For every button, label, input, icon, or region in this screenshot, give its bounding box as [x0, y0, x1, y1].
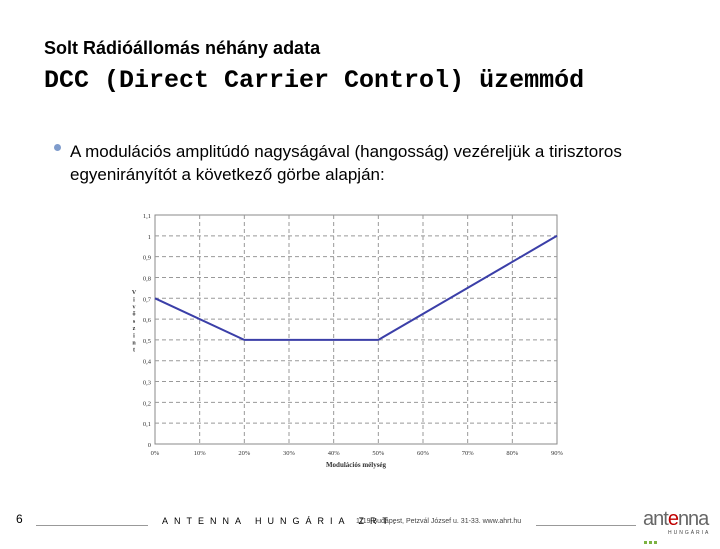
y-tick-label: 0,2: [142, 400, 151, 408]
y-tick-label: 0,4: [142, 358, 151, 366]
logo-subtext: HUNGÁRIA: [668, 530, 711, 536]
y-axis-label-char: s: [132, 318, 136, 325]
logo-text-accent: e: [667, 508, 678, 530]
x-tick-label: 40%: [327, 450, 340, 457]
bullet-dot-icon: [54, 144, 61, 151]
y-tick-label: 0,1: [142, 421, 151, 429]
plot-frame: [155, 215, 557, 444]
y-axis-label-char: n: [132, 340, 136, 347]
x-tick-label: 90%: [551, 450, 563, 457]
y-tick-label: 0,7: [142, 296, 151, 304]
x-tick-label: 80%: [506, 450, 519, 457]
x-tick-label: 50%: [372, 450, 385, 457]
y-tick-label: 0,8: [142, 275, 151, 283]
bullet-text: A modulációs amplitúdó nagyságával (hangosság) vezéreljük a tirisztoros egyenirányítót a következő görbe alapján:: [70, 142, 622, 184]
x-tick-label: 10%: [193, 450, 206, 457]
logo-text-prefix: ant: [643, 508, 668, 530]
y-axis-label-char: i: [133, 297, 135, 304]
x-tick-label: 70%: [461, 450, 474, 457]
y-axis-label-char: ő: [132, 311, 136, 318]
page-number: 6: [16, 512, 23, 526]
logo-text-suffix: nna: [677, 508, 709, 530]
company-name: ANTENNA HUNGÁRIA ZRT.: [162, 516, 402, 526]
x-tick-label: 0%: [150, 450, 160, 457]
footer-divider-left: [36, 525, 148, 526]
chart: [120, 205, 570, 475]
slide-title: DCC (Direct Carrier Control) üzemmód: [44, 66, 585, 95]
x-axis-label: Modulációs mélység: [325, 461, 387, 469]
y-axis-label-char: i: [133, 333, 135, 340]
series-line: [155, 236, 557, 340]
y-tick-label: 1,1: [142, 213, 151, 220]
y-tick-label: 0: [147, 442, 151, 449]
y-tick-label: 0,9: [142, 254, 151, 262]
slide-subtitle: Solt Rádióállomás néhány adata: [44, 38, 321, 58]
company-address: 1119 Budapest, Petzvál József u. 31-33. www.ahrt.hu: [356, 518, 522, 525]
y-axis-label-char: v: [132, 304, 136, 311]
footer-divider-right: [536, 525, 636, 526]
antenna-logo: [643, 508, 708, 531]
x-tick-label: 30%: [283, 450, 295, 457]
logo-dots-icon: [644, 531, 664, 535]
y-tick-label: 0,6: [142, 317, 151, 325]
y-axis-label-char: t: [133, 347, 135, 354]
x-tick-label: 20%: [238, 450, 251, 457]
y-tick-label: 1: [147, 233, 151, 241]
y-tick-label: 0,5: [142, 337, 151, 345]
y-tick-label: 0,3: [142, 379, 151, 387]
x-tick-label: 60%: [417, 450, 429, 457]
y-axis-label-char: z: [132, 326, 136, 333]
bullet-item: [54, 140, 694, 186]
y-axis-label-char: V: [131, 290, 137, 297]
